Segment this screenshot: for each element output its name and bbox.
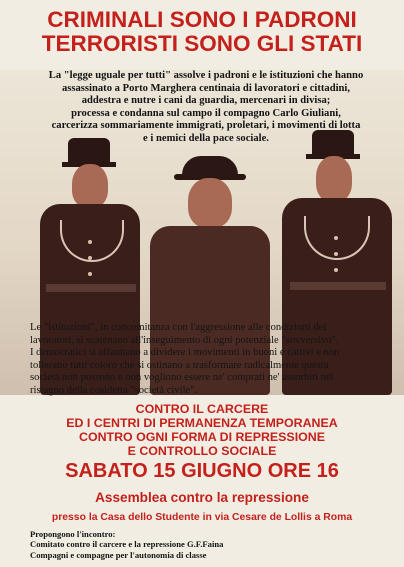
promoter-line: Comitato contro il carcere e la repressione G.F.Faina xyxy=(30,539,224,550)
slogan-line-3: CONTRO OGNI FORMA DI REPRESSIONE xyxy=(79,430,325,444)
promoters-block xyxy=(30,529,370,560)
intro-line: La "legge uguale per tutti" assolve i padroni e le istituzioni che hanno xyxy=(48,70,364,81)
middle-line: tollerano tutti coloro che si ostinano a trasformare radicalmente questa xyxy=(30,359,329,371)
intro-line: assassinato a Porto Marghera centinaia di lavoratori e cittadini, xyxy=(61,82,351,94)
middle-line: Le "istituzioni", in concomitanza con l'aggressione alle condizioni dei xyxy=(30,322,327,333)
intro-paragraph xyxy=(30,70,382,146)
middle-line: I democratici si affannano a dividere i movimenti in buoni e cattivi e non xyxy=(30,347,340,359)
middle-line: società non possono e non vogliono essere ne' comprati ne' assorbiti nel xyxy=(30,372,334,384)
intro-line: addestra e nutre i cani da guardia, mercenari in divisa; xyxy=(81,95,331,107)
middle-line: ristagno della cosidetta "società civile". xyxy=(30,384,198,396)
event-title: Assemblea contro la repressione xyxy=(95,490,309,505)
intro-line: carcerizza sommariamente immigrati, proletari, i movimenti di lotta xyxy=(51,120,361,132)
event-venue: presso la Casa dello Studente in via Cesare de Lollis a Roma xyxy=(51,512,353,523)
event-date: SABATO 15 GIUGNO ORE 16 xyxy=(65,460,339,482)
headline-line-2: TERRORISTI SONO GLI STATI xyxy=(41,31,363,56)
headline-line-1: CRIMINALI SONO I PADRONI xyxy=(47,7,357,32)
slogan-line-4: E CONTROLLO SOCIALE xyxy=(127,444,277,458)
intro-line: processa e condanna sul campo il compagno Carlo Giuliani, xyxy=(71,107,341,119)
middle-line: lavoratori, si scatenano all'inseguimento di ogni potenziale "sovversivo". xyxy=(30,334,339,346)
promoters-heading: Propongono l'incontro: xyxy=(30,529,116,539)
slogan-line-1: CONTRO IL CARCERE xyxy=(135,402,269,416)
promoter-line: Compagni e compagne per l'autonomia di classe xyxy=(30,549,207,560)
slogan-line-2: ED I CENTRI DI PERMANENZA TEMPORANEA xyxy=(66,416,338,430)
intro-line: e i nemici della pace sociale. xyxy=(143,132,269,144)
middle-paragraph xyxy=(30,322,382,398)
